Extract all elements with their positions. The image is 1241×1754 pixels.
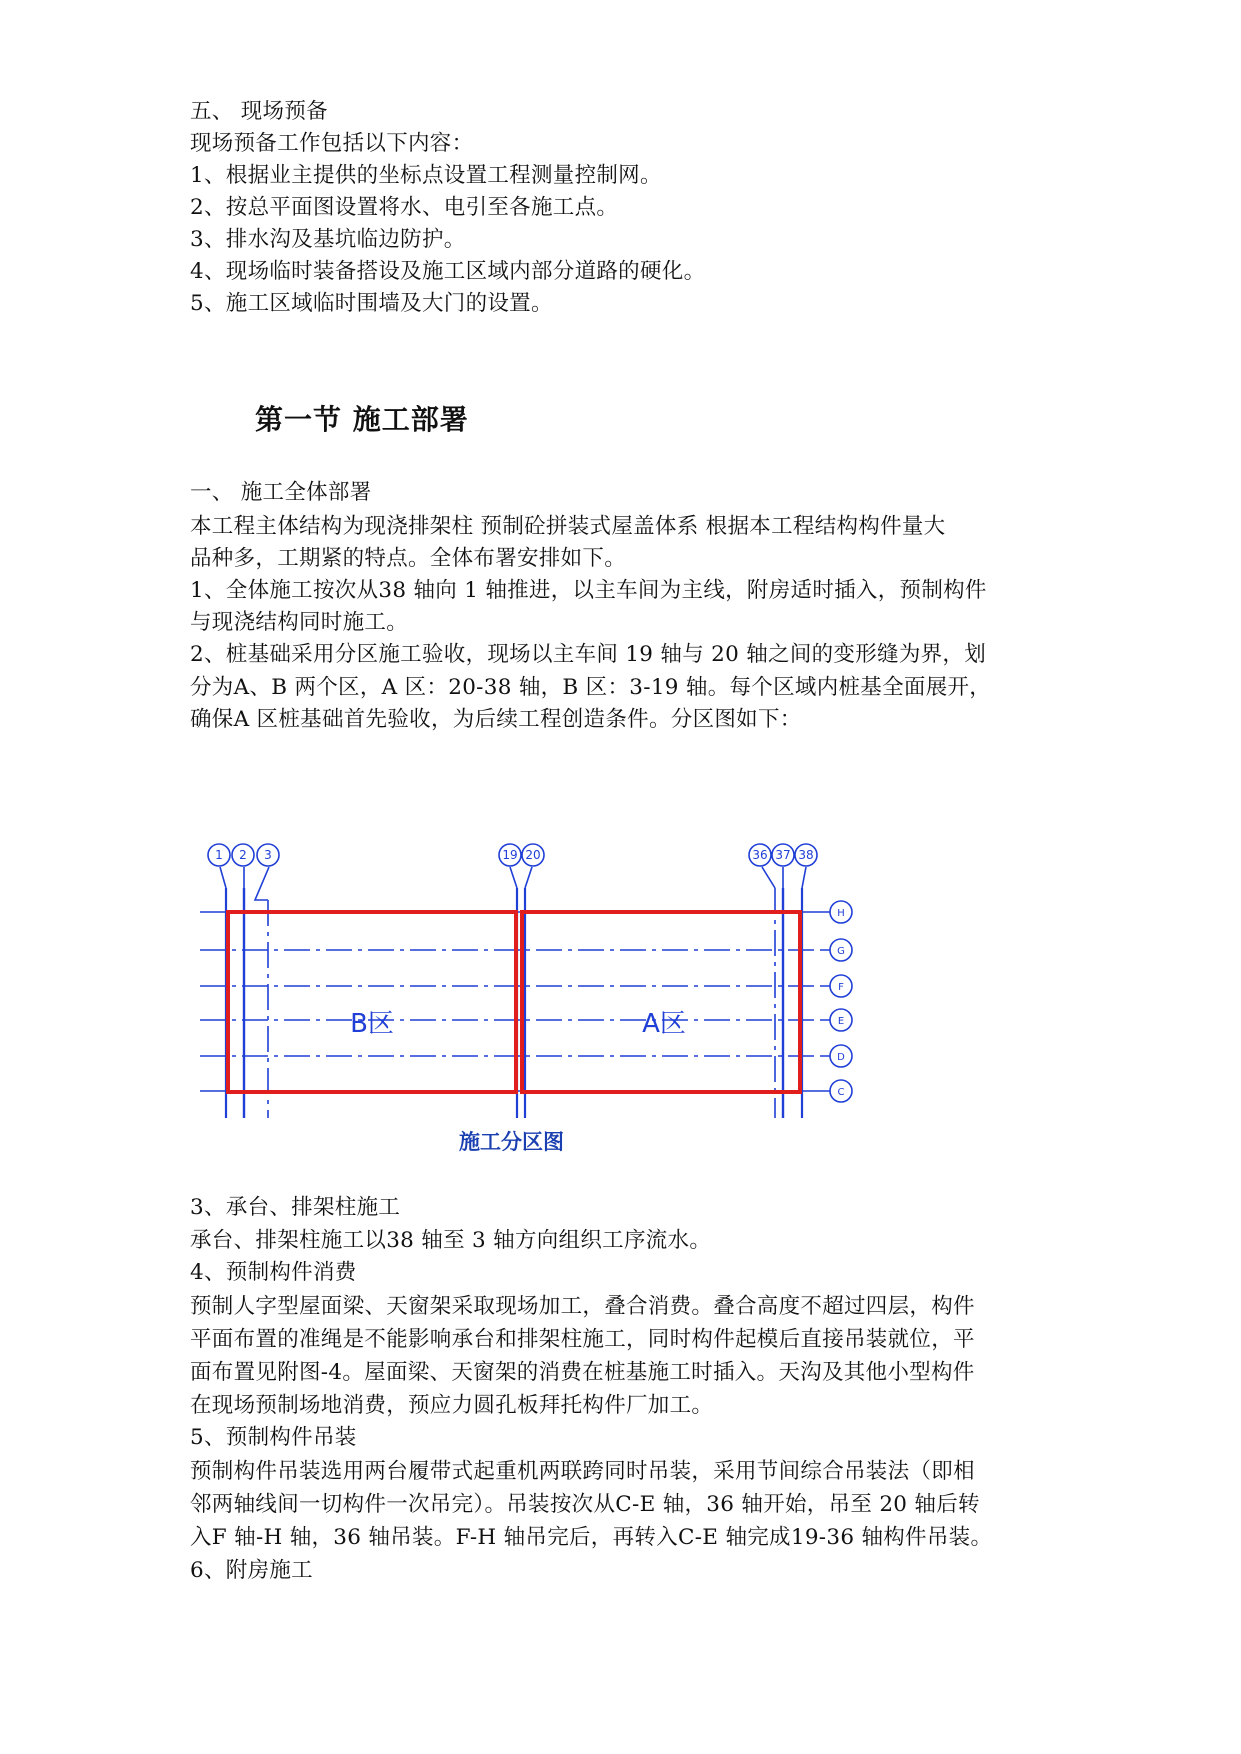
part3-line: 承台、排架柱施工以38 轴至 3 轴方向组织工序流水。	[190, 1228, 712, 1253]
axis-label-37: 37	[775, 848, 791, 862]
zone-b-boundary	[228, 912, 516, 1092]
section5-item: 3、排水沟及基坑临边防护。	[190, 227, 466, 252]
part4-line: 预制人字型屋面梁、天窗架采取现场加工，叠合消费。叠合高度不超过四层，构件	[190, 1294, 975, 1319]
part4-line: 在现场预制场地消费，预应力圆孔板拜托构件厂加工。	[190, 1393, 714, 1418]
part4-heading: 4、预制构件消费	[190, 1260, 357, 1285]
zone-a-label: A区	[642, 1009, 686, 1039]
axis-label-h: H	[837, 908, 845, 919]
axis-label-36: 36	[752, 848, 768, 862]
axis-label-f: F	[838, 982, 844, 993]
part1-line: 2、桩基础采用分区施工验收，现场以主车间 19 轴与 20 轴之间的变形缝为界，划	[190, 642, 987, 667]
axis-label-3: 3	[264, 848, 272, 862]
part1-line: 1、全体施工按次从38 轴向 1 轴推进，以主车间为主线，附房适时插入，预制构件	[190, 578, 987, 603]
axis-label-c: C	[837, 1087, 845, 1098]
part1-line: 本工程主体结构为现浇排架柱 预制砼拼装式屋盖体系 根据本工程结构构件量大	[190, 514, 946, 539]
axis-label-2: 2	[239, 848, 247, 862]
part5-line: 邻两轴线间一切构件一次吊完）。吊装按次从C-E 轴，36 轴开始，吊至 20 轴后转	[190, 1492, 980, 1517]
part5-line: 入F 轴-H 轴，36 轴吊装。F-H 轴吊完后，再转入C-E 轴完成19-36 轴构件吊装。	[190, 1525, 993, 1550]
leader-lines-row	[820, 912, 830, 1091]
zone-boundaries	[228, 912, 800, 1092]
axis-label-1: 1	[215, 848, 223, 862]
leader-lines-mid	[510, 867, 532, 888]
diagram-caption: 施工分区图	[459, 1130, 564, 1154]
axis-grid	[200, 844, 852, 1118]
section5-item: 4、现场临时装备搭设及施工区域内部分道路的硬化。	[190, 259, 706, 284]
section5-heading: 五、 现场预备	[190, 99, 328, 124]
zone-a-boundary	[522, 912, 800, 1092]
section5-intro: 现场预备工作包括以下内容：	[190, 131, 474, 156]
axis-label-38: 38	[798, 848, 814, 862]
part1-line: 确保A 区桩基础首先验收，为后续工程创造条件。分区图如下：	[190, 707, 802, 732]
part4-line: 平面布置的准绳是不能影响承台和排架柱施工，同时构件起模后直接吊装就位，平	[190, 1327, 975, 1352]
part1-heading: 一、 施工全体部署	[190, 480, 372, 505]
leader-lines-right	[762, 867, 806, 888]
axis-label-d: D	[837, 1052, 845, 1063]
part4-line: 面布置见附图-4。屋面梁、天窗架的消费在桩基施工时插入。天沟及其他小型构件	[190, 1360, 975, 1385]
part5-line: 预制构件吊装选用两台履带式起重机两联跨同时吊装，采用节间综合吊装法（即相	[190, 1459, 975, 1484]
part3-heading: 3、承台、排架柱施工	[190, 1195, 401, 1220]
part5-heading: 5、预制构件吊装	[190, 1425, 357, 1450]
axis-label-19: 19	[502, 848, 518, 862]
part1-line: 品种多，工期紧的特点。全体布署安排如下。	[190, 546, 627, 571]
zoning-diagram	[200, 840, 860, 1125]
axis-label-g: G	[837, 946, 845, 957]
section5-item: 5、施工区域临时围墙及大门的设置。	[190, 291, 553, 316]
section5-item: 1、根据业主提供的坐标点设置工程测量控制网。	[190, 163, 662, 188]
part1-line: 分为A、B 两个区，A 区：20-38 轴，B 区：3-19 轴。每个区域内桩基全面展开，	[190, 675, 992, 700]
axis-label-20: 20	[525, 848, 541, 862]
chapter-title: 第一节 施工部署	[255, 403, 469, 436]
part6-heading: 6、附房施工	[190, 1558, 313, 1583]
zone-b-label: B区	[350, 1009, 394, 1039]
section5-item: 2、按总平面图设置将水、电引至各施工点。	[190, 195, 619, 220]
part1-line: 与现浇结构同时施工。	[190, 610, 409, 635]
axis-label-e: E	[837, 1016, 845, 1027]
